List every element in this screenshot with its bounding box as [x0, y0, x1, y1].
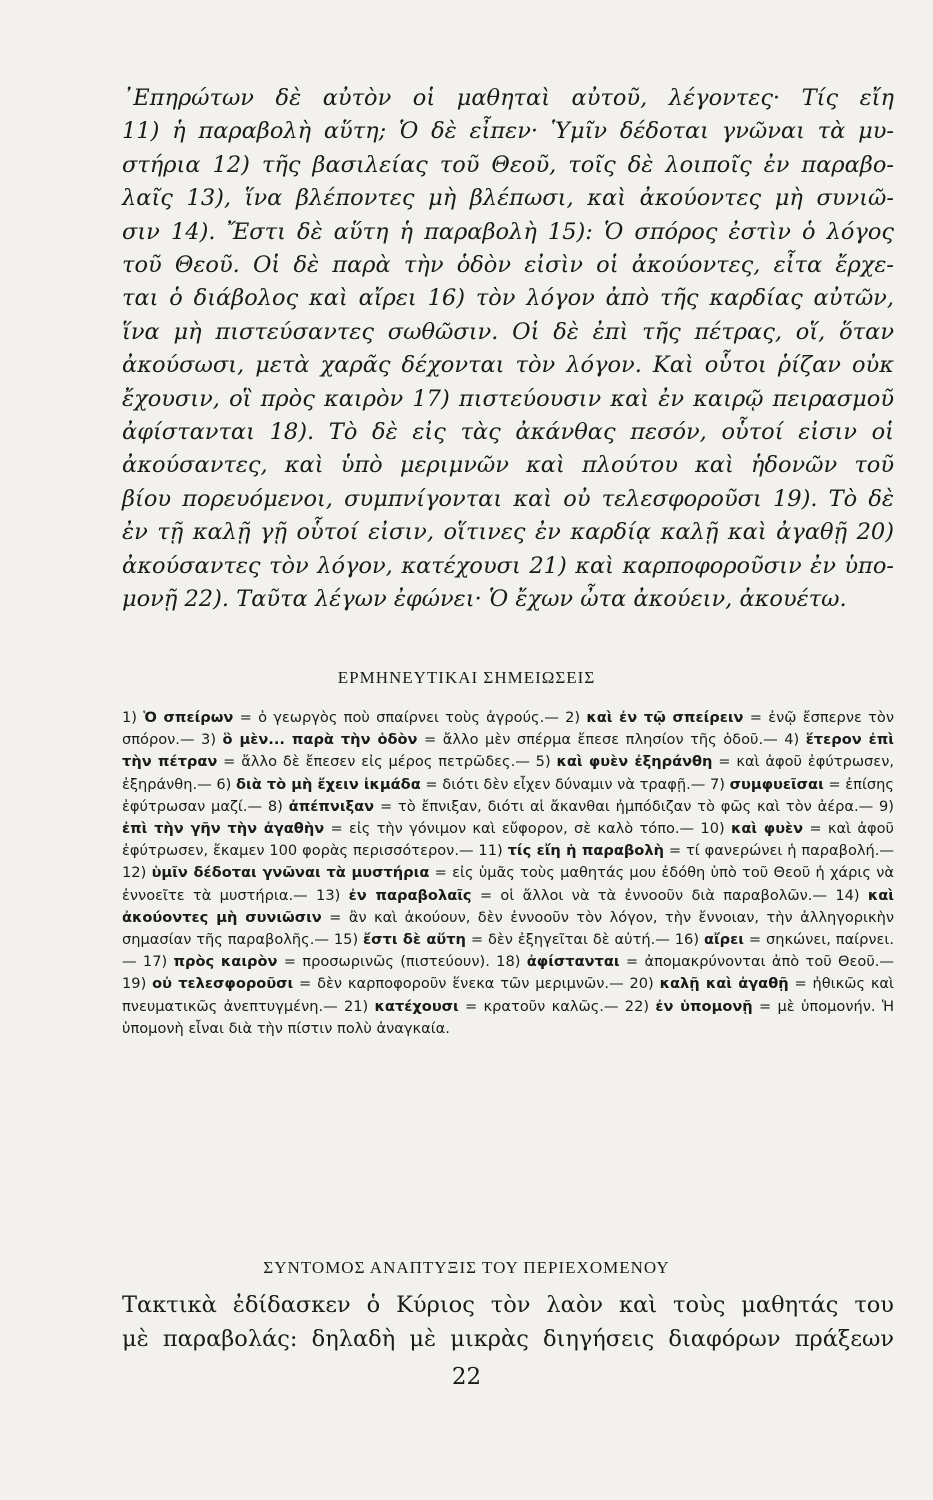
note-explanation: = εἰς ὑμᾶς τοὺς μαθητάς μου ἐδόθη ὑπὸ τοῦ Θεοῦ ἡ χάρις νὰ ἐννοεῖτε τὰ μυστήρια.— 13): [122, 864, 894, 904]
note-term: αἴρει: [703, 931, 744, 949]
note-term: ἐν παραβολαῖς: [348, 886, 472, 904]
note-term: καλῇ καὶ ἀγαθῇ: [659, 975, 789, 993]
note-term: οὐ τελεσφοροῦσι: [152, 975, 294, 993]
note-term: ἐν ὑπομονῇ: [655, 997, 753, 1015]
note-explanation: = εἰς τὴν γόνιμον καὶ εὔφορον, σὲ καλὸ τόπο.— 10): [324, 820, 731, 838]
explanatory-notes: [122, 707, 894, 1040]
note-term: τίς εἴη ἡ παραβολὴ: [507, 842, 664, 860]
text-line: ἀφίστανται 18). Τὸ δὲ εἰς τὰς ἀκάνθας πεσόν, οὗτοί εἰσιν οἱ: [122, 419, 894, 446]
note-explanation: = δὲν καρποφοροῦν ἕνεκα τῶν μεριμνῶν.— 20): [293, 975, 660, 993]
note-explanation: = οἱ ἄλλοι νὰ τὰ ἐννοοῦν διὰ παραβολῶν.— 14): [471, 886, 868, 904]
note-explanation: = ἄλλο μὲν σπέρμα ἔπεσε πλησίον τῆς ὁδοῦ.— 4): [417, 731, 806, 749]
text-line: στήρια 12) τῆς βασιλείας τοῦ Θεοῦ, τοῖς δὲ λοιποῖς ἐν παραβο-: [122, 151, 894, 178]
note-term: ὑμῖν δέδοται γνῶναι τὰ μυστήρια: [151, 864, 430, 882]
text-line: τοῦ Θεοῦ. Οἱ δὲ παρὰ τὴν ὁδὸν εἰσὶν οἱ ἀκούοντες, εἶτα ἔρχε-: [122, 252, 894, 279]
text-line: μονῇ 22). Ταῦτα λέγων ἐφώνει· Ὁ ἔχων ὦτα ἀκούειν, ἀκουέτω.: [122, 586, 847, 613]
note-explanation: = καὶ ἀφοῦ ἐφύτρωσεν, ἔκαμεν 100 φορὰς περισσότερον.— 11): [122, 820, 894, 860]
summary-line: Τακτικὰ ἐδίδασκεν ὁ Κύριος τὸν λαὸν καὶ τοὺς μαθητάς του: [122, 1292, 894, 1318]
text-line: ἀκούσωσι, μετὰ χαρᾶς δέχονται τὸν λόγον. Καὶ οὗτοι ῥίζαν οὐκ: [122, 352, 894, 379]
note-term: ἀφίστανται: [526, 953, 620, 971]
text-line: ἀκούσαντες, καὶ ὑπὸ μεριμνῶν καὶ πλούτου καὶ ἡδονῶν τοῦ: [122, 452, 894, 479]
text-line: ἵνα μὴ πιστεύσαντες σωθῶσιν. Οἱ δὲ ἐπὶ τῆς πέτρας, οἵ, ὅταν: [122, 318, 894, 345]
note-explanation: = μὲ ὑπομονήν. Ἡ ὑπομονὴ εἶναι διὰ τὴν πίστιν πολὺ ἀναγκαία.: [122, 997, 895, 1037]
gospel-text: [122, 82, 894, 617]
text-line: ἀκούσαντες τὸν λόγον, κατέχουσι 21) καὶ καρποφοροῦσιν ἐν ὑπο-: [122, 552, 894, 579]
note-term: καὶ ἀκούοντες μὴ συνιῶσιν: [122, 886, 894, 926]
note-term: ἕτερον ἐπὶ τὴν πέτραν: [122, 731, 894, 771]
note-explanation: = σηκώνει, παίρνει.— 17): [122, 931, 895, 971]
note-explanation: = ἂν καὶ ἀκούουν, δὲν ἐννοοῦν τὸν λόγον, τὴν ἔννοιαν, τὴν ἀλληγορικὴν σημασίαν τῆς παραβολῆς.— 15): [122, 908, 894, 949]
note-explanation: = ἠθικῶς καὶ πνευματικῶς ἀνεπτυγμένη.— 21): [122, 975, 894, 1015]
page-number: 22: [451, 1364, 482, 1390]
note-explanation: = τί φανερώνει ἡ παραβολή.— 12): [122, 842, 894, 882]
note-term: καὶ φυὲν: [730, 820, 804, 838]
summary-line: μὲ παραβολάς: δηλαδὴ μὲ μικρὰς διηγήσεις διαφόρων πράξεων: [122, 1326, 894, 1352]
text-line: σιν 14). Ἔστι δὲ αὕτη ἡ παραβολὴ 15): Ὁ σπόρος ἐστὶν ὁ λόγος: [122, 218, 894, 245]
text-line: ᾿Επηρώτων δὲ αὐτὸν οἱ μαθηταὶ αὐτοῦ, λέγοντες· Τίς εἴη: [122, 85, 894, 111]
text-line: 11) ἡ παραβολὴ αὕτη; Ὁ δὲ εἶπεν· Ὑμῖν δέδοται γνῶναι τὰ μυ-: [122, 118, 894, 145]
text-line: βίου πορευόμενοι, συμπνίγονται καὶ οὐ τελεσφοροῦσι 19). Τὸ δὲ: [122, 485, 894, 512]
note-explanation: = ὁ γεωργὸς ποὺ σπαίρνει τοὺς ἀγρούς.— 2): [233, 709, 587, 726]
summary-heading: ΣΥΝΤΟΜΟΣ ΑΝΑΠΤΥΞΙΣ ΤΟΥ ΠΕΡΙΕΧΟΜΕΝΟΥ: [263, 1258, 670, 1277]
note-explanation: = προσωρινῶς (πιστεύουν). 18): [277, 953, 527, 971]
note-explanation: = ἐνῷ ἔσπερνε τὸν σπόρον.— 3): [122, 709, 894, 749]
note-term: ἀπέπνιξαν: [288, 797, 375, 815]
note-term: καὶ ἐν τῷ σπείρειν: [586, 709, 744, 726]
note-explanation: = κρατοῦν καλῶς.— 22): [458, 997, 656, 1015]
notes-paragraph: [122, 707, 894, 1040]
note-explanation: = καὶ ἀφοῦ ἐφύτρωσεν, ἐξηράνθη.— 6): [122, 753, 894, 793]
text-line: ται ὁ διάβολος καὶ αἴρει 16) τὸν λόγον ἀπὸ τῆς καρδίας αὐτῶν,: [122, 285, 894, 312]
notes-heading: ΕΡΜΗΝΕΥΤΙΚΑΙ ΣΗΜΕΙΩΣΕΙΣ: [337, 668, 596, 687]
note-explanation: = ἄλλο δὲ ἔπεσεν εἰς μέρος πετρῶδες.— 5): [217, 753, 557, 771]
note-term: ὃ μὲν... παρὰ τὴν ὁδὸν: [222, 731, 418, 749]
text-line: ἔχουσιν, οἳ πρὸς καιρὸν 17) πιστεύουσιν καὶ ἐν καιρῷ πειρασμοῦ: [122, 385, 894, 412]
note-explanation: = τὸ ἔπνιξαν, διότι αἱ ἄκανθαι ἠμπόδιζαν τὸ φῶς καὶ τὸν ἀέρα.— 9): [374, 797, 895, 815]
note-number: 1): [122, 709, 144, 726]
note-term: διὰ τὸ μὴ ἔχειν ἰκμάδα: [236, 775, 421, 793]
note-term: ἔστι δὲ αὕτη: [363, 931, 466, 949]
note-term: ἐπὶ τὴν γῆν τὴν ἀγαθὴν: [122, 820, 325, 838]
note-explanation: = ἐπίσης ἐφύτρωσαν μαζί.— 8): [122, 775, 894, 815]
note-explanation: = δὲν ἐξηγεῖται δὲ αὐτή.— 16): [465, 931, 704, 949]
note-term: κατέχουσι: [374, 997, 459, 1015]
summary-text: [122, 1288, 894, 1356]
note-term: καὶ φυὲν ἐξηράνθη: [556, 753, 713, 771]
note-explanation: = διότι δὲν εἶχεν δύναμιν νὰ τραφῇ.— 7): [420, 775, 730, 793]
text-line: λαῖς 13), ἵνα βλέποντες μὴ βλέπωσι, καὶ ἀκούοντες μὴ συνιῶ-: [122, 185, 894, 212]
note-term: συμφυεῖσαι: [729, 775, 824, 793]
note-explanation: = ἀπομακρύνονται ἀπὸ τοῦ Θεοῦ.— 19): [122, 953, 895, 993]
note-term: Ὁ σπείρων: [143, 709, 234, 726]
note-term: πρὸς καιρὸν: [173, 953, 278, 971]
text-line: ἐν τῇ καλῇ γῇ οὗτοί εἰσιν, οἵτινες ἐν καρδίᾳ καλῇ καὶ ἀγαθῇ 20): [122, 519, 894, 546]
